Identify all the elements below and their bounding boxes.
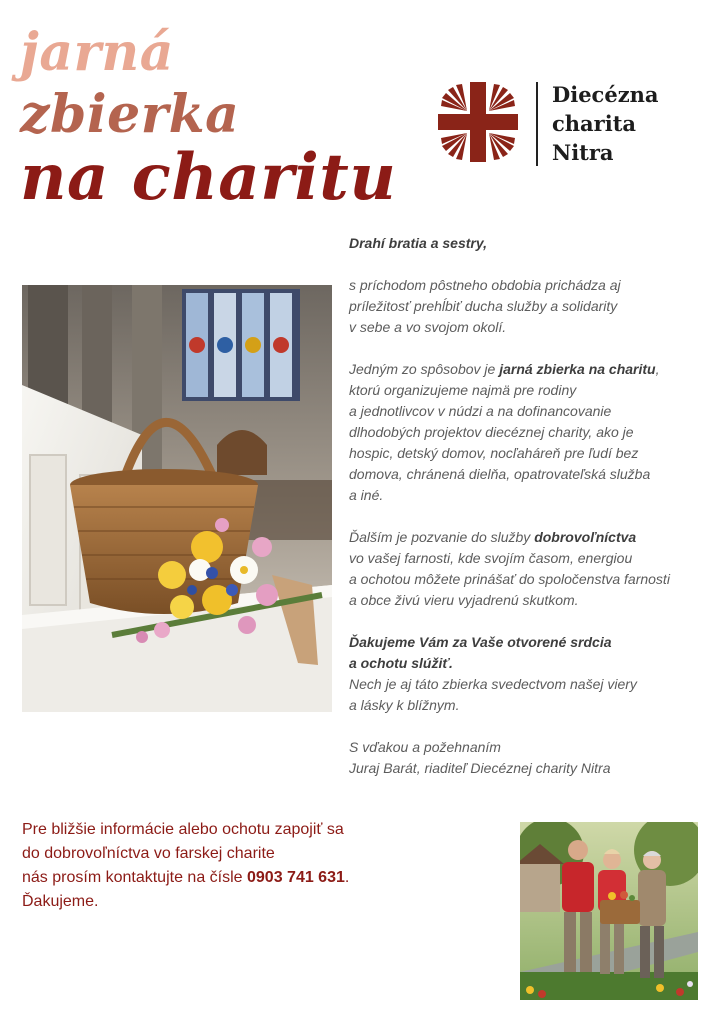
- letter-paragraph-1: s príchodom pôstneho obdobia prichádza aj príležitosť prehĺbiť ducha služby a solidarity v sebe a vo svojom okolí.: [349, 277, 621, 335]
- contact-line-2: do dobrovoľníctva vo farskej charite: [22, 845, 275, 862]
- logo-line-3: Nitra: [552, 140, 614, 165]
- contact-info: [22, 818, 502, 914]
- logo-line-1: Diecézna: [552, 82, 659, 107]
- logo-line-2: charita: [552, 111, 637, 136]
- letter-greeting: Drahí bratia a sestry,: [349, 235, 487, 251]
- basket-photo: [22, 285, 332, 712]
- contact-line-3: nás prosím kontaktujte na čísle 0903 741 631.: [22, 869, 350, 886]
- letter: [349, 233, 709, 779]
- logo-text: [552, 80, 659, 167]
- volunteers-photo: [520, 822, 698, 1000]
- title-line-2: zbierka: [20, 84, 240, 145]
- logo-divider: [536, 82, 538, 166]
- diecezna-charita-logo: [436, 80, 696, 170]
- letter-thanks: Ďakujeme Vám za Vaše otvorené srdcia a ochotu slúžiť. Nech je aj táto zbierka svedectvom našej viery a lásky k blížnym.: [349, 634, 637, 713]
- title-line-1: jarná: [20, 22, 174, 83]
- letter-signature: Juraj Barát, riaditeľ Diecéznej charity Nitra: [349, 760, 611, 776]
- letter-paragraph-2: Jedným zo spôsobov je jarná zbierka na charitu, ktorú organizujeme najmä pre rodiny a jednotlivcov v núdzi a na dofinancovanie dlhodobých projektov diecéznej charity, ako je hospic, detský domov, nocľaháreň pre ľudí bez domova, chránená dielňa, opatrovateľská služba a iné.: [349, 361, 660, 503]
- phone-number: 0903 741 631: [247, 869, 345, 886]
- caritas-cross-icon: [436, 80, 520, 164]
- contact-line-1: Pre bližšie informácie alebo ochotu zapojiť sa: [22, 821, 344, 838]
- contact-thanks: Ďakujeme.: [22, 893, 99, 910]
- letter-closing: S vďakou a požehnaním Juraj Barát, riaditeľ Diecéznej charity Nitra: [349, 739, 611, 776]
- letter-paragraph-3: Ďalším je pozvanie do služby dobrovoľníctva vo vašej farnosti, kde svojím časom, energiou a ochotou môžete prinášať do spoločenstva farnosti a obce živú vieru vyjadrenú skutkom.: [349, 529, 670, 608]
- title-line-3: na charitu: [20, 140, 397, 215]
